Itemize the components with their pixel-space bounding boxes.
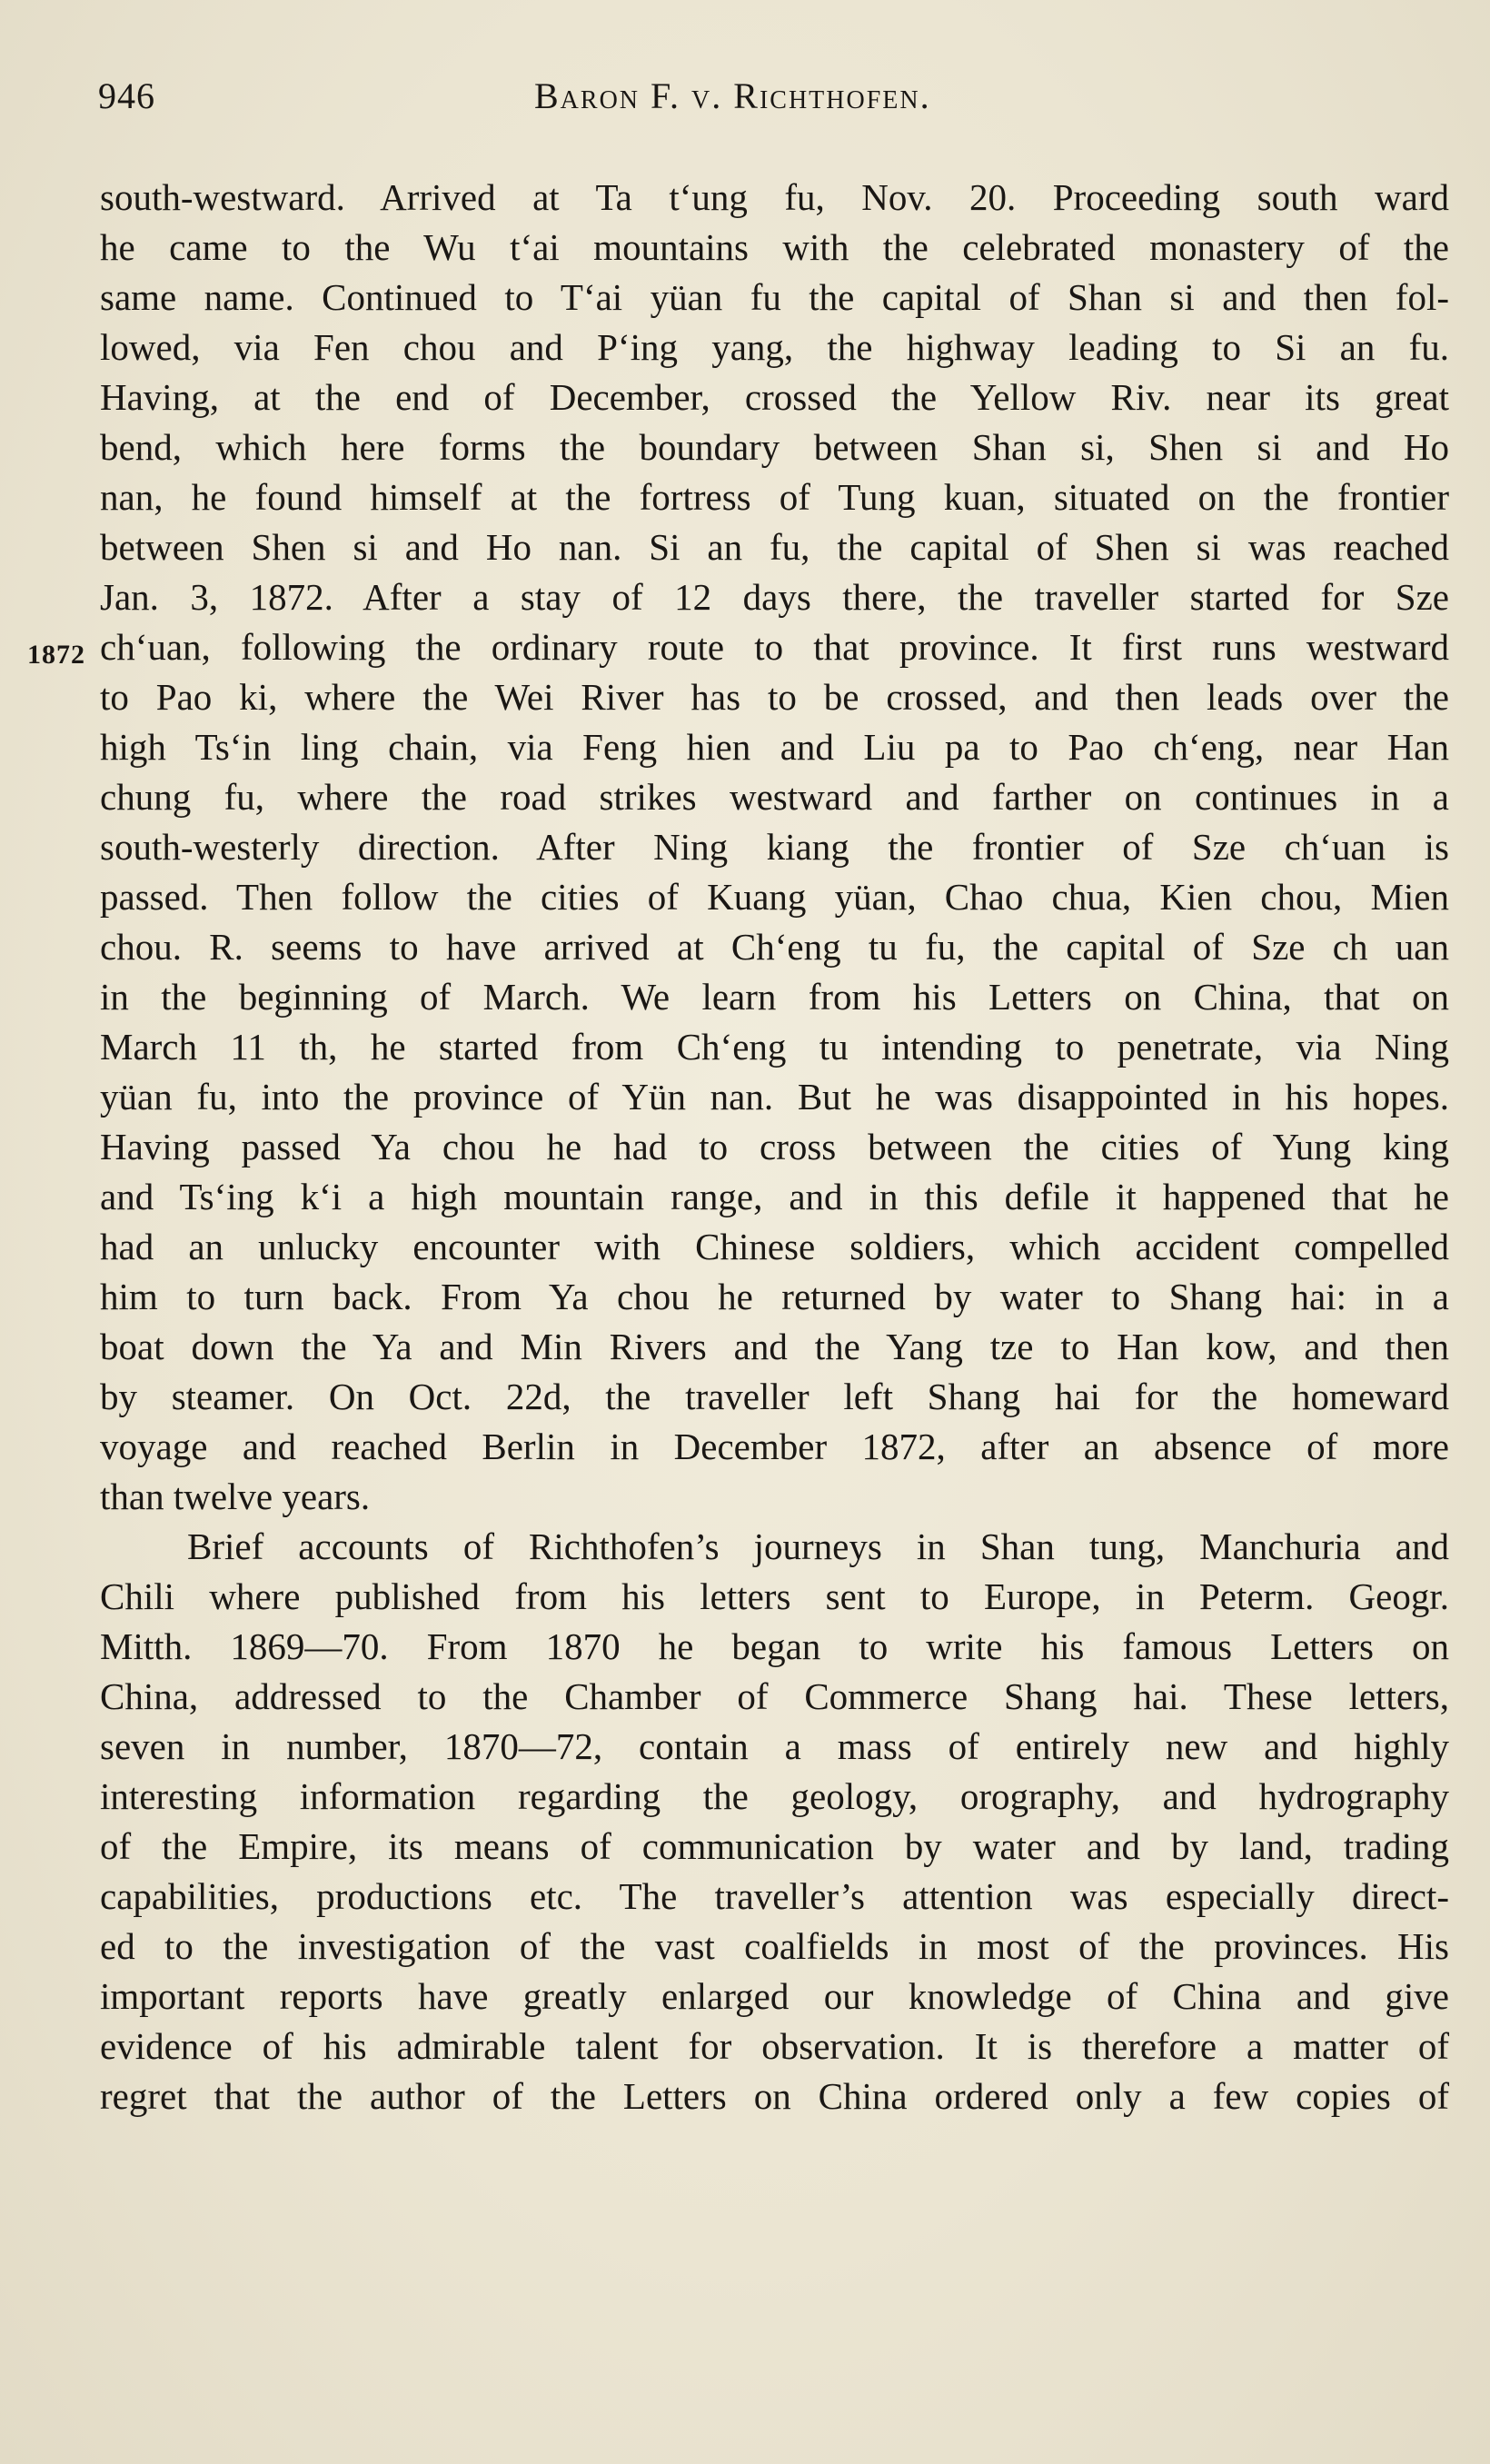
margin-year-note: 1872: [27, 640, 85, 670]
text-line: between Shen si and Ho nan. Si an fu, the capital of Shen si was reached: [100, 526, 1449, 568]
text-line: Having, at the end of December, crossed the Yellow Riv. near its great: [100, 376, 1449, 418]
text-line: chʻuan, following the ordinary route to that province. It first runs westward: [100, 626, 1449, 668]
text-line: evidence of his admirable talent for observation. It is therefore a matter of: [100, 2025, 1449, 2067]
text-line: yüan fu, into the province of Yün nan. But he was disappointed in his hopes.: [100, 1076, 1449, 1118]
page-header: [98, 75, 1447, 129]
text-line: voyage and reached Berlin in December 1872, after an absence of more: [100, 1426, 1449, 1467]
text-line: chung fu, where the road strikes westward and farther on continues in a: [100, 776, 1449, 818]
page-number: 946: [98, 75, 155, 116]
text-line: important reports have greatly enlarged our knowledge of China and give: [100, 1975, 1449, 2017]
text-line: south-westerly direction. After Ning kiang the frontier of Sze chʻuan is: [100, 826, 1449, 868]
text-line: China, addressed to the Chamber of Commerce Shang hai. These letters,: [100, 1675, 1449, 1717]
text-line: March 11 th, he started from Chʻeng tu intending to penetrate, via Ning: [100, 1026, 1449, 1068]
paragraph-last-line: than twelve years.: [100, 1475, 371, 1517]
text-line: interesting information regarding the geology, orography, and hydrography: [100, 1775, 1449, 1817]
text-line: regret that the author of the Letters on China ordered only a few copies of: [100, 2075, 1449, 2117]
text-line: he came to the Wu tʻai mountains with the celebrated monastery of the: [100, 226, 1449, 268]
text-line: and Tsʻing kʻi a high mountain range, and in this defile it happened that he: [100, 1176, 1449, 1217]
text-line: lowed, via Fen chou and Pʻing yang, the highway leading to Si an fu.: [100, 326, 1449, 368]
text-line: ed to the investigation of the vast coalfields in most of the provinces. His: [100, 1925, 1449, 1967]
text-line: capabilities, productions etc. The traveller’s attention was especially direct-: [100, 1875, 1449, 1917]
text-line: high Tsʻin ling chain, via Feng hien and Liu pa to Pao chʻeng, near Han: [100, 726, 1449, 768]
text-line: passed. Then follow the cities of Kuang yüan, Chao chua, Kien chou, Mien: [100, 876, 1449, 918]
running-head: Baron F. v. Richthofen.: [534, 75, 931, 116]
text-line: of the Empire, its means of communication by water and by land, trading: [100, 1825, 1449, 1867]
text-line: had an unlucky encounter with Chinese soldiers, which accident compelled: [100, 1226, 1449, 1267]
text-line: boat down the Ya and Min Rivers and the Yang tze to Han kow, and then: [100, 1326, 1449, 1367]
body-text: [100, 173, 1449, 2121]
text-line: him to turn back. From Ya chou he returned by water to Shang hai: in a: [100, 1276, 1449, 1317]
text-line: nan, he found himself at the fortress of Tung kuan, situated on the frontier: [100, 476, 1449, 518]
text-line: Jan. 3, 1872. After a stay of 12 days there, the traveller started for Sze: [100, 576, 1449, 618]
text-line: by steamer. On Oct. 22d, the traveller left Shang hai for the homeward: [100, 1376, 1449, 1417]
text-line: Having passed Ya chou he had to cross between the cities of Yung king: [100, 1126, 1449, 1167]
text-line: to Pao ki, where the Wei River has to be crossed, and then leads over the: [100, 676, 1449, 718]
text-line: seven in number, 1870—72, contain a mass of entirely new and highly: [100, 1725, 1449, 1767]
text-line: Mitth. 1869—70. From 1870 he began to write his famous Letters on: [100, 1625, 1449, 1667]
text-line: bend, which here forms the boundary between Shan si, Shen si and Ho: [100, 426, 1449, 468]
text-line: same name. Continued to Tʻai yüan fu the capital of Shan si and then fol-: [100, 276, 1449, 318]
text-line: south-westward. Arrived at Ta tʻung fu, Nov. 20. Proceeding south ward: [100, 176, 1449, 218]
text-line: in the beginning of March. We learn from his Letters on China, that on: [100, 976, 1449, 1018]
text-line: Chili where published from his letters sent to Europe, in Peterm. Geogr.: [100, 1575, 1449, 1617]
paragraph-first-line: Brief accounts of Richthofen’s journeys in Shan tung, Manchuria and: [187, 1525, 1449, 1567]
text-line: chou. R. seems to have arrived at Chʻeng tu fu, the capital of Sze ch uan: [100, 926, 1449, 968]
